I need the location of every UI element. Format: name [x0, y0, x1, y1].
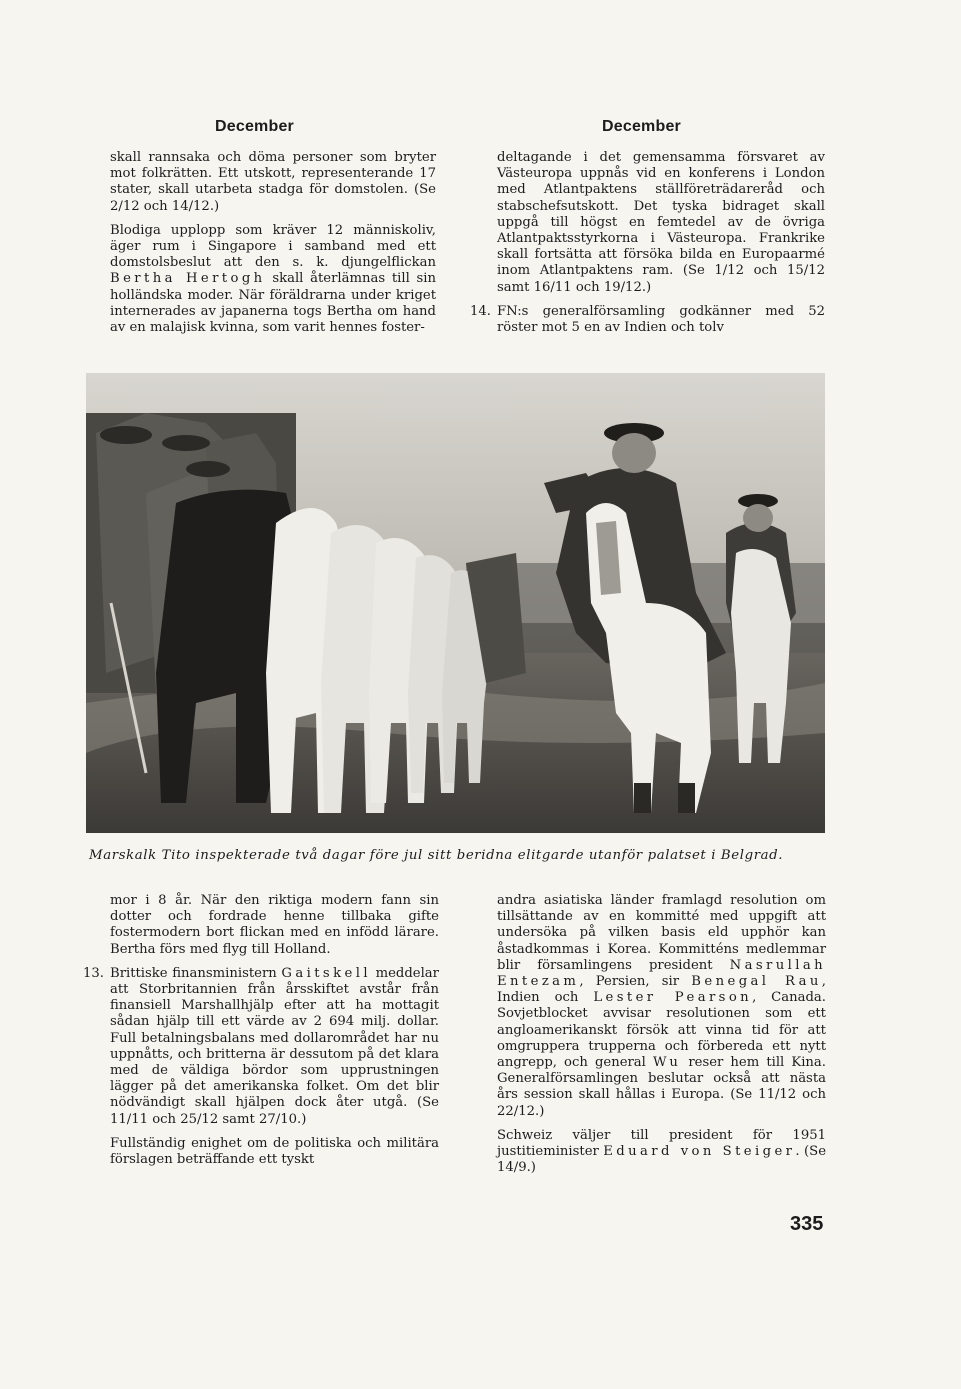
paragraph: skall rannsaka och döma personer som bryter mot folkrätten. Ett utskott, representerande 17 stater, skall utarbeta stadga för domstolen. (Se 2/12 och 14/12.) — [110, 150, 436, 214]
spaced-name: Bertha Hertogh — [110, 271, 266, 287]
spaced-name: Eduard von Steiger — [603, 1144, 796, 1160]
paragraph — [497, 1128, 826, 1177]
text-run: Blodiga upplopp som kräver 12 människoliv, äger rum i Singapore i samband med ett domstolsbeslut att den s. k. djungelflickan — [110, 222, 436, 271]
text-run: reser hem till Kina. Generalförsamlingen beslutar också att nästa års session skall hållas i Europa. (Se 11/12 och 22/12.) — [497, 1055, 826, 1119]
photo-illustration — [86, 373, 825, 833]
spaced-name: Benegal Rau — [691, 974, 822, 990]
text-run: , Canada. Sovjetblocket avvisar resolutionen som ett angloamerikanskt försök att vinna tid för att omgruppera trupperna och förbereda ett nytt angrepp, och general — [497, 990, 826, 1071]
text-run: meddelar att Storbritannien från årsskiftet avstår från finansiell Marshallhjälp efter att ha mottagit sådan hjälp till ett värde av 2 694 milj. dollar. Full betalningsbalans med dollarområdet har nu uppnåtts, och britterna är dessutom på det klara med de väldiga bördor som upprustningen lägger på det amerikanska folket. Om det blir nödvändigt skall hjälpen dock åter utgå. (Se 11/11 och 25/12 samt 27/10.) — [110, 965, 439, 1127]
paragraph: mor i 8 år. När den riktiga modern fann sin dotter och fordrade henne tillbaka gifte fostermodern bort flickan med en infödd lärare. Bertha förs med flyg till Holland. — [110, 893, 439, 957]
spaced-name: Nasrullah Entezam — [497, 957, 826, 990]
column-header-right: December — [602, 118, 681, 135]
paragraph — [110, 223, 436, 336]
column-header-left: December — [215, 118, 294, 135]
photo-caption: Marskalk Tito inspekterade två dagar före jul sitt beridna elitgarde utanför palatset i Belgrad. — [89, 848, 784, 863]
date-number: 13. — [83, 965, 104, 981]
paragraph — [497, 893, 826, 1120]
text-run: Brittiske finansministern — [110, 965, 277, 981]
text-run: andra asiatiska länder framlagd resolution om tillsättande av en kommitté med uppgift att undersöka på vilken basis eld upphör kan åstadkommas i Korea. Kommitténs medlemmar blir församlingens president — [497, 893, 826, 973]
page-number: 335 — [790, 1213, 824, 1235]
spaced-name: Gaitskell — [281, 965, 371, 981]
paragraph — [110, 966, 439, 1128]
text-run: . (Se 14/9.) — [497, 1144, 826, 1176]
spaced-name: Lester Pearson — [593, 990, 753, 1006]
paragraph: FN:s generalförsamling godkänner med 52 röster mot 5 en av Indien och tolv — [497, 303, 825, 336]
text-column-top-left — [110, 150, 436, 336]
dated-entry — [470, 303, 825, 336]
paragraph: Fullständig enighet om de politiska och militära förslagen beträffande ett tyskt — [110, 1135, 439, 1168]
dated-entry — [83, 965, 439, 1128]
date-number: 14. — [470, 303, 491, 319]
text-column-bottom-left — [83, 893, 439, 1168]
photograph-tito-cavalry — [86, 373, 825, 833]
text-run: , Persien, sir — [579, 974, 680, 990]
text-column-top-right — [470, 150, 825, 336]
text-run: , Indien och — [497, 974, 826, 1006]
text-run: Schweiz väljer till president för 1951 justitieminister — [497, 1127, 826, 1160]
paragraph: deltagande i det gemensamma försvaret av Västeuropa uppnås vid en konferens i London med Atlantpaktens ställföreträdareråd och stabschefsutskott. Det tyska bidraget skall uppgå till högst en femtedel av de övriga Atlantpaktsstyrkorna i Västeuropa. Frankrike skall fortsätta att försöka bilda en Europaarmé inom Atlantpaktens ram. (Se 1/12 och 15/12 samt 16/11 och 19/12.) — [497, 150, 825, 295]
text-column-bottom-right — [497, 893, 826, 1176]
spaced-name: Wu — [652, 1055, 682, 1071]
text-run: skall återlämnas till sin holländska moder. När föräldrarna under kriget internerades av japanerna togs Bertha om hand av en malajisk kvinna, som varit hennes foster- — [110, 271, 437, 336]
